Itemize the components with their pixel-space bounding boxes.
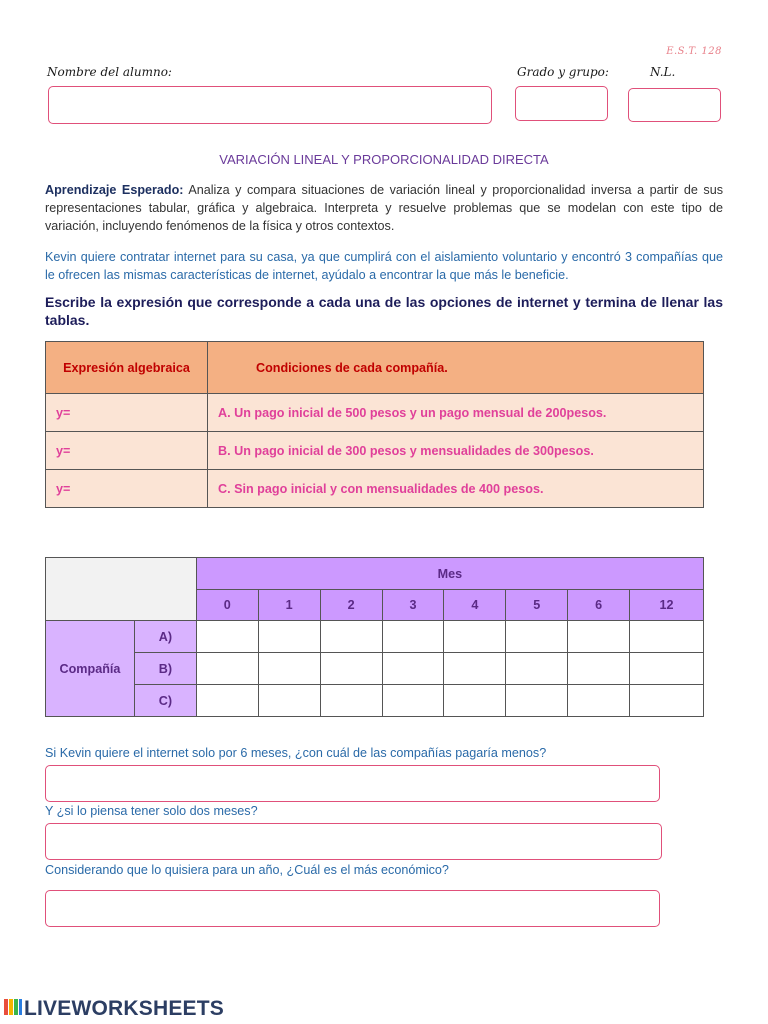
answer-cell[interactable] <box>444 685 506 717</box>
answer-cell[interactable] <box>382 685 444 717</box>
answer-cell[interactable] <box>568 653 630 685</box>
month-cell: 1 <box>258 590 320 621</box>
mes-header-row <box>46 558 704 590</box>
month-cell: 5 <box>506 590 568 621</box>
table-header-row <box>46 342 704 394</box>
answer-cell[interactable] <box>568 621 630 653</box>
grade-group-label: Grado y grupo: <box>517 65 609 79</box>
question-1: Si Kevin quiere el internet solo por 6 meses, ¿con cuál de las compañías pagaría menos? <box>45 746 547 760</box>
table-row <box>46 653 704 685</box>
answer-field-3[interactable] <box>45 890 660 927</box>
aprendizaje-text: Analiza y compara situaciones de variación lineal y proporcionalidad inversa a partir de sus representaciones tabular, gráfica y algebraica. Interpreta y resuelve problemas que se modelan con este tipo de variación, incluyendo fenómenos de la física y otros contextos. <box>45 183 723 233</box>
grade-group-field[interactable] <box>515 86 608 121</box>
monthly-cost-table <box>45 557 704 717</box>
question-2: Y ¿si lo piensa tener solo dos meses? <box>45 804 258 818</box>
table-row <box>46 685 704 717</box>
companies-table <box>45 341 704 508</box>
answer-cell[interactable] <box>258 653 320 685</box>
liveworksheets-logo[interactable] <box>4 997 224 1023</box>
page-title: VARIACIÓN LINEAL Y PROPORCIONALIDAD DIRECTA <box>219 152 549 167</box>
answer-field-2[interactable] <box>45 823 662 860</box>
answer-cell[interactable] <box>320 685 382 717</box>
logo-text: LIVEWORKSHEETS <box>24 997 224 1020</box>
condition-cell-c: C. Sin pago inicial y con mensualidades de 400 pesos. <box>208 470 704 508</box>
answer-cell[interactable] <box>630 653 704 685</box>
answer-cell[interactable] <box>320 653 382 685</box>
nl-field[interactable] <box>628 88 721 122</box>
answer-cell[interactable] <box>444 621 506 653</box>
answer-cell[interactable] <box>258 621 320 653</box>
answer-cell[interactable] <box>196 653 258 685</box>
answer-field-1[interactable] <box>45 765 660 802</box>
month-cell: 12 <box>630 590 704 621</box>
aprendizaje-label: Aprendizaje Esperado: <box>45 183 184 197</box>
answer-cell[interactable] <box>196 621 258 653</box>
header-expression: Expresión algebraica <box>46 342 208 394</box>
month-cell: 6 <box>568 590 630 621</box>
answer-cell[interactable] <box>568 685 630 717</box>
month-cell: 2 <box>320 590 382 621</box>
question-3: Considerando que lo quisiera para un año, ¿Cuál es el más económico? <box>45 863 449 877</box>
answer-cell[interactable] <box>630 621 704 653</box>
school-code: E.S.T. 128 <box>666 46 722 57</box>
answer-cell[interactable] <box>382 621 444 653</box>
aprendizaje-esperado <box>45 181 723 235</box>
answer-cell[interactable] <box>506 685 568 717</box>
table-row <box>46 621 704 653</box>
student-name-label: Nombre del alumno: <box>47 65 172 79</box>
company-c-label: C) <box>134 685 196 717</box>
corner-cell <box>46 558 197 621</box>
mes-header: Mes <box>196 558 703 590</box>
month-cell: 3 <box>382 590 444 621</box>
answer-cell[interactable] <box>196 685 258 717</box>
expression-cell-a[interactable]: y= <box>46 394 208 432</box>
answer-cell[interactable] <box>506 621 568 653</box>
student-name-field[interactable] <box>48 86 492 124</box>
instruction: Escribe la expresión que corresponde a cada una de las opciones de internet y termina de llenar las tablas. <box>45 294 723 328</box>
answer-cell[interactable] <box>506 653 568 685</box>
answer-cell[interactable] <box>320 621 382 653</box>
answer-cell[interactable] <box>258 685 320 717</box>
table-row <box>46 470 704 508</box>
liveworksheets-icon <box>4 997 22 1023</box>
expression-cell-c[interactable]: y= <box>46 470 208 508</box>
answer-cell[interactable] <box>444 653 506 685</box>
company-a-label: A) <box>134 621 196 653</box>
table-row <box>46 394 704 432</box>
company-b-label: B) <box>134 653 196 685</box>
nl-label: N.L. <box>650 65 676 79</box>
answer-cell[interactable] <box>382 653 444 685</box>
month-cell: 0 <box>196 590 258 621</box>
company-label: Compañía <box>46 621 135 717</box>
table-row <box>46 432 704 470</box>
month-cell: 4 <box>444 590 506 621</box>
answer-cell[interactable] <box>630 685 704 717</box>
expression-cell-b[interactable]: y= <box>46 432 208 470</box>
problem-statement: Kevin quiere contratar internet para su casa, ya que cumplirá con el aislamiento voluntario y encontró 3 compañías que le ofrecen las mismas características de internet, ayúdalo a encontrar la que más le beneficie. <box>45 250 723 282</box>
condition-cell-a: A. Un pago inicial de 500 pesos y un pago mensual de 200pesos. <box>208 394 704 432</box>
condition-cell-b: B. Un pago inicial de 300 pesos y mensualidades de 300pesos. <box>208 432 704 470</box>
header-conditions: Condiciones de cada compañía. <box>208 342 704 394</box>
